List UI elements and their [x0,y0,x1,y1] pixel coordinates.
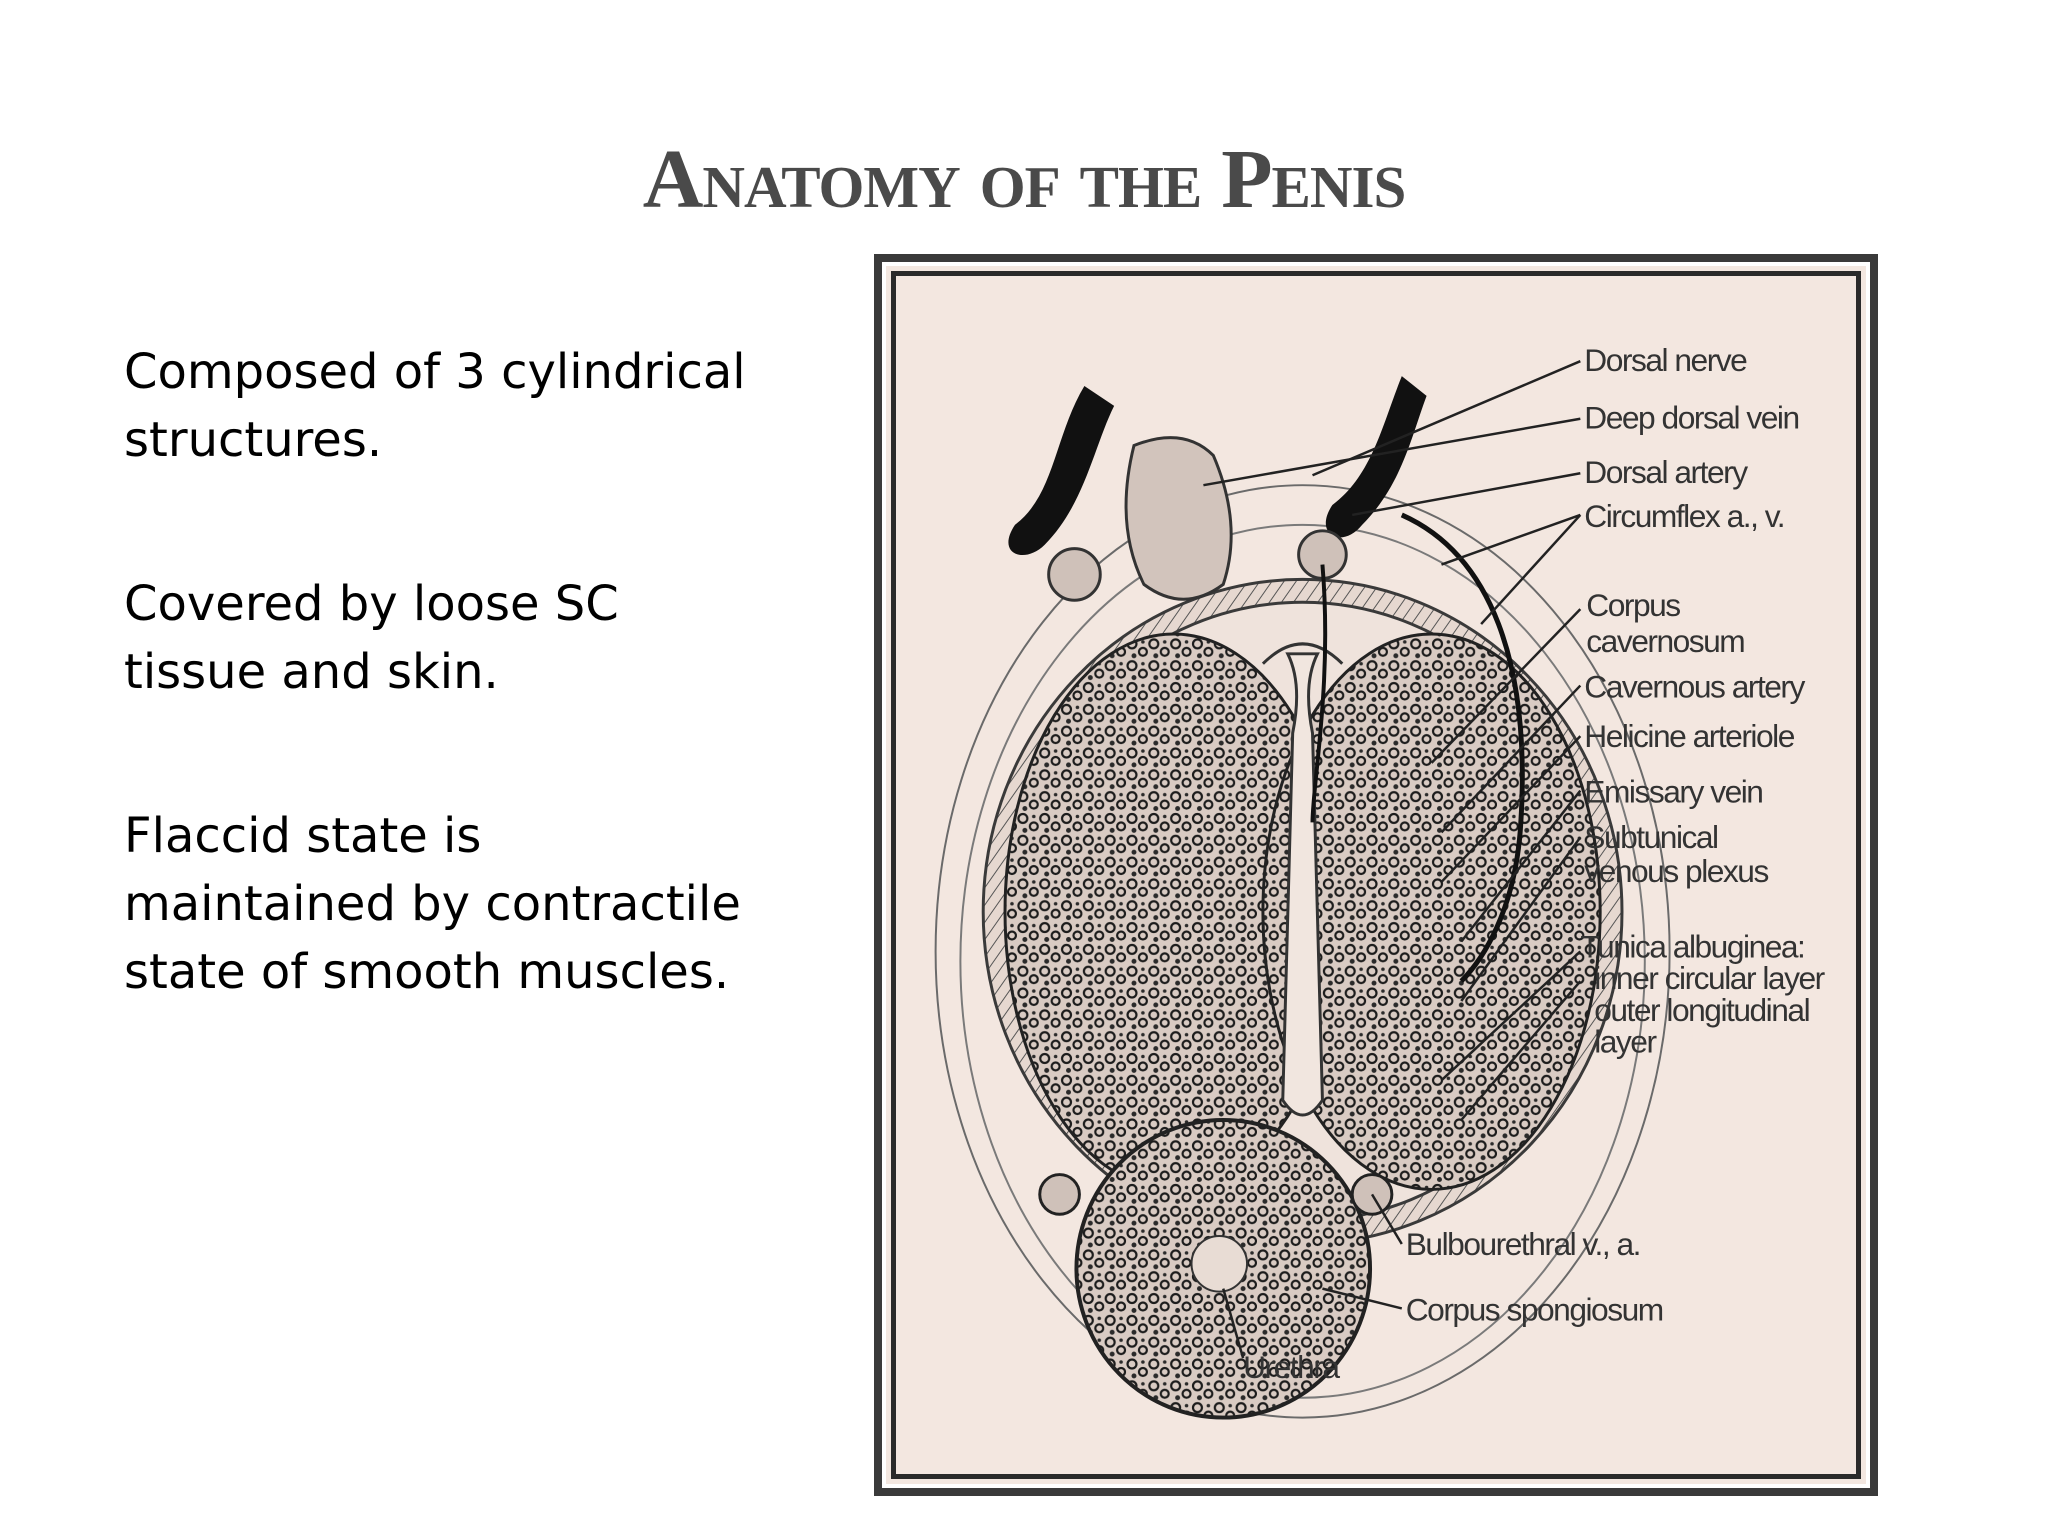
label-tunica-inner: inner circular layer [1594,960,1824,997]
label-tunica-layer: layer [1594,1023,1656,1060]
label-subtunical-2: venous plexus [1584,852,1768,889]
dorsal-artery-right [1326,376,1427,537]
bulbourethral-vessel-left [1040,1175,1080,1215]
bullet-item: Covered by loose SC tissue and skin. [124,576,619,700]
dorsal-nerve-left [1049,549,1101,601]
anatomy-figure [874,254,1878,1496]
label-helicine-arteriole: Helicine arteriole [1584,718,1794,755]
label-dorsal-nerve: Dorsal nerve [1584,342,1747,379]
figure-panel [882,262,1870,1488]
cross-section-illustration [886,266,1866,1484]
bullet-item: Composed of 3 cylindrical structures. [124,344,746,468]
label-tunica-outer: outer longitudinal [1594,991,1810,1028]
label-corpus-spongiosum: Corpus spongiosum [1405,1291,1663,1328]
label-bulbourethral: Bulbourethral v., a. [1405,1225,1641,1262]
label-deep-dorsal-vein: Deep dorsal vein [1584,399,1799,436]
label-subtunical: Subtunical [1584,819,1718,856]
label-tunica-albuginea: Tunica albuginea: [1580,928,1805,965]
dorsal-artery-left [1008,386,1114,555]
label-emissary-vein: Emissary vein [1584,773,1763,810]
label-urethra: Urethra [1243,1348,1339,1385]
label-corpus-cavernosum-2: cavernosum [1586,622,1745,659]
label-corpus-cavernosum: Corpus [1586,587,1680,624]
bullet-list [124,338,764,1102]
deep-dorsal-vein [1126,438,1231,600]
label-dorsal-artery: Dorsal artery [1584,454,1747,491]
label-cavernous-artery: Cavernous artery [1584,668,1804,705]
slide-title: Anatomy of the Penis [642,133,1406,226]
urethra [1192,1236,1248,1292]
bullet-item: Flaccid state is maintained by contractile state of smooth muscles. [124,808,741,1000]
label-circumflex: Circumflex a., v. [1584,497,1785,534]
